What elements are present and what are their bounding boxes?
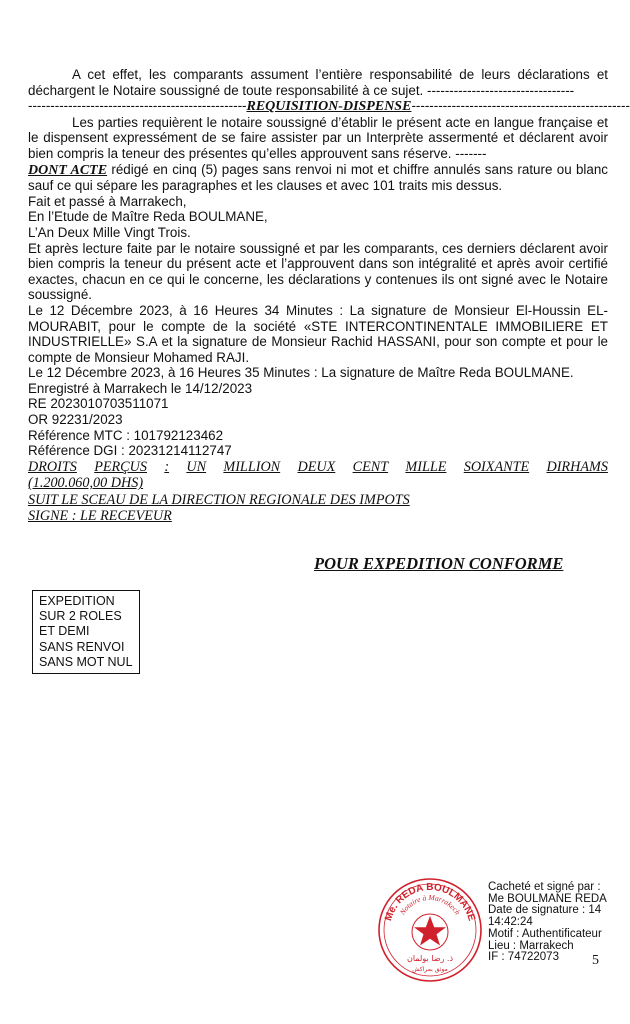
expedition-box-line: SANS MOT NUL	[39, 654, 133, 669]
document-body	[28, 67, 630, 525]
page-number: 5	[592, 953, 599, 968]
signature-line: Cacheté et signé par :	[488, 881, 601, 893]
registration-or: OR 92231/2023	[28, 412, 123, 428]
paragraph-requisition: Les parties requièrent le notaire soussigné d’établir le présent acte en langue française et le dispensent expressément de se faire assister par un Interprète assermenté et déclarent avoir bien compris la teneur des présentes qu’elles approuvent sans réserve. -------	[28, 114, 608, 161]
paragraph-signatures-1: Le 12 Décembre 2023, à 16 Heures 34 Minutes : La signature de Monsieur El-Houssin EL-MOURABIT, pour le compte de la société «STE INTERCONTINENTALE IMMOBILIERE ET INDUSTRIELLE» S.A et la signature de Monsieur Rachid HASSANI, pour son compte et pour le compte de Monsieur Mohamed RAJI.	[28, 302, 608, 365]
seal-top-textpath: Me. REDA BOULMANE	[383, 881, 477, 923]
droits-word: CENT	[352, 458, 389, 475]
reference-mtc: Référence MTC : 101792123462	[28, 427, 224, 443]
droits-word: DIRHAMS	[546, 458, 608, 475]
signature-line: Lieu : Marrakech	[488, 939, 574, 952]
seal-arabic-name: ذ. رضا بولمان	[406, 954, 454, 963]
droits-percus	[28, 459, 608, 476]
droits-word: :	[164, 458, 170, 475]
droits-word: DEUX	[297, 458, 336, 475]
etude-line: En l’Etude de Maître Reda BOULMANE,	[28, 209, 268, 225]
expedition-box	[32, 590, 140, 674]
annee-line: L’An Deux Mille Vingt Trois.	[28, 224, 191, 240]
expedition-box-line: EXPEDITION	[39, 594, 115, 608]
seal-arabic-sub: موثق بمراكش	[412, 966, 448, 973]
signature-line: Me BOULMANE REDA	[488, 892, 607, 905]
dash-leader: -------------------------------------------------	[28, 98, 247, 114]
reference-dgi: Référence DGI : 20231214112747	[28, 443, 232, 459]
requisition-title: REQUISITION-DISPENSE	[246, 99, 412, 115]
dont-acte-text: rédigé en cinq (5) pages sans renvoi ni mot et chiffre annulés sans rature ou blanc sauf ce qui sépare les paragraphes et les clauses et avec 101 traits mis dessus.	[28, 161, 609, 194]
seal-sub-textpath: Notaire à Marrakech	[397, 892, 463, 917]
paragraph-signatures-2: Le 12 Décembre 2023, à 16 Heures 35 Minutes : La signature de Maître Reda BOULMANE.	[28, 365, 574, 381]
sceau-line: SUIT LE SCEAU DE LA DIRECTION REGIONALE DES IMPOTS	[28, 491, 410, 508]
expedition-box-line: ET DEMI	[39, 624, 90, 639]
notary-seal	[376, 876, 484, 984]
signature-line: Motif : Authentificateur	[488, 927, 602, 940]
expedition-box-line: SANS RENVOI	[39, 639, 125, 654]
expedition-box-line: SUR 2 ROLES	[39, 609, 122, 624]
droits-word: DROITS	[28, 458, 77, 475]
signe-line: SIGNE : LE RECEVEUR	[28, 508, 172, 525]
paragraph-dont-acte	[28, 162, 608, 194]
star-icon	[414, 916, 446, 946]
droits-word: UN	[186, 458, 207, 475]
droits-amount: (1.200.060,00 DHS)	[28, 475, 144, 492]
droits-word: MILLION	[223, 458, 281, 475]
droits-word: MILLE	[405, 458, 447, 475]
paragraph-lecture: Et après lecture faite par le notaire soussigné et par les comparants, ces derniers déclarent avoir bien compris la teneur du présent acte et l’approuvent dans son intégralité et après avoir certifié exactes, chacun en ce qui le concerne, les déclarations y contenues ils ont signé avec le Notaire soussigné.	[28, 240, 608, 303]
dash-trailer: -------------------------------------------------	[411, 98, 630, 114]
expedition-title: POUR EXPEDITION CONFORME	[314, 554, 564, 573]
signature-line: IF : 74722073	[488, 951, 559, 964]
electronic-signature-block	[488, 882, 612, 964]
droits-word: SOIXANTE	[463, 458, 530, 475]
signature-line: 14:42:24	[488, 916, 533, 929]
registration-re: RE 2023010703511071	[28, 396, 169, 412]
signature-line: Date de signature : 14	[488, 904, 602, 917]
dont-acte-label: DONT ACTE	[28, 162, 108, 178]
droits-word: PERÇUS	[94, 458, 147, 475]
paragraph-responsabilite: A cet effet, les comparants assument l’entière responsabilité de leurs déclarations et déchargent le Notaire soussigné de toute responsabilité à ce sujet. ---------------------------------	[28, 67, 608, 98]
fait-line: Fait et passé à Marrakech,	[28, 193, 187, 209]
requisition-header	[28, 98, 630, 115]
registration-date: Enregistré à Marrakech le 14/12/2023	[28, 380, 253, 396]
